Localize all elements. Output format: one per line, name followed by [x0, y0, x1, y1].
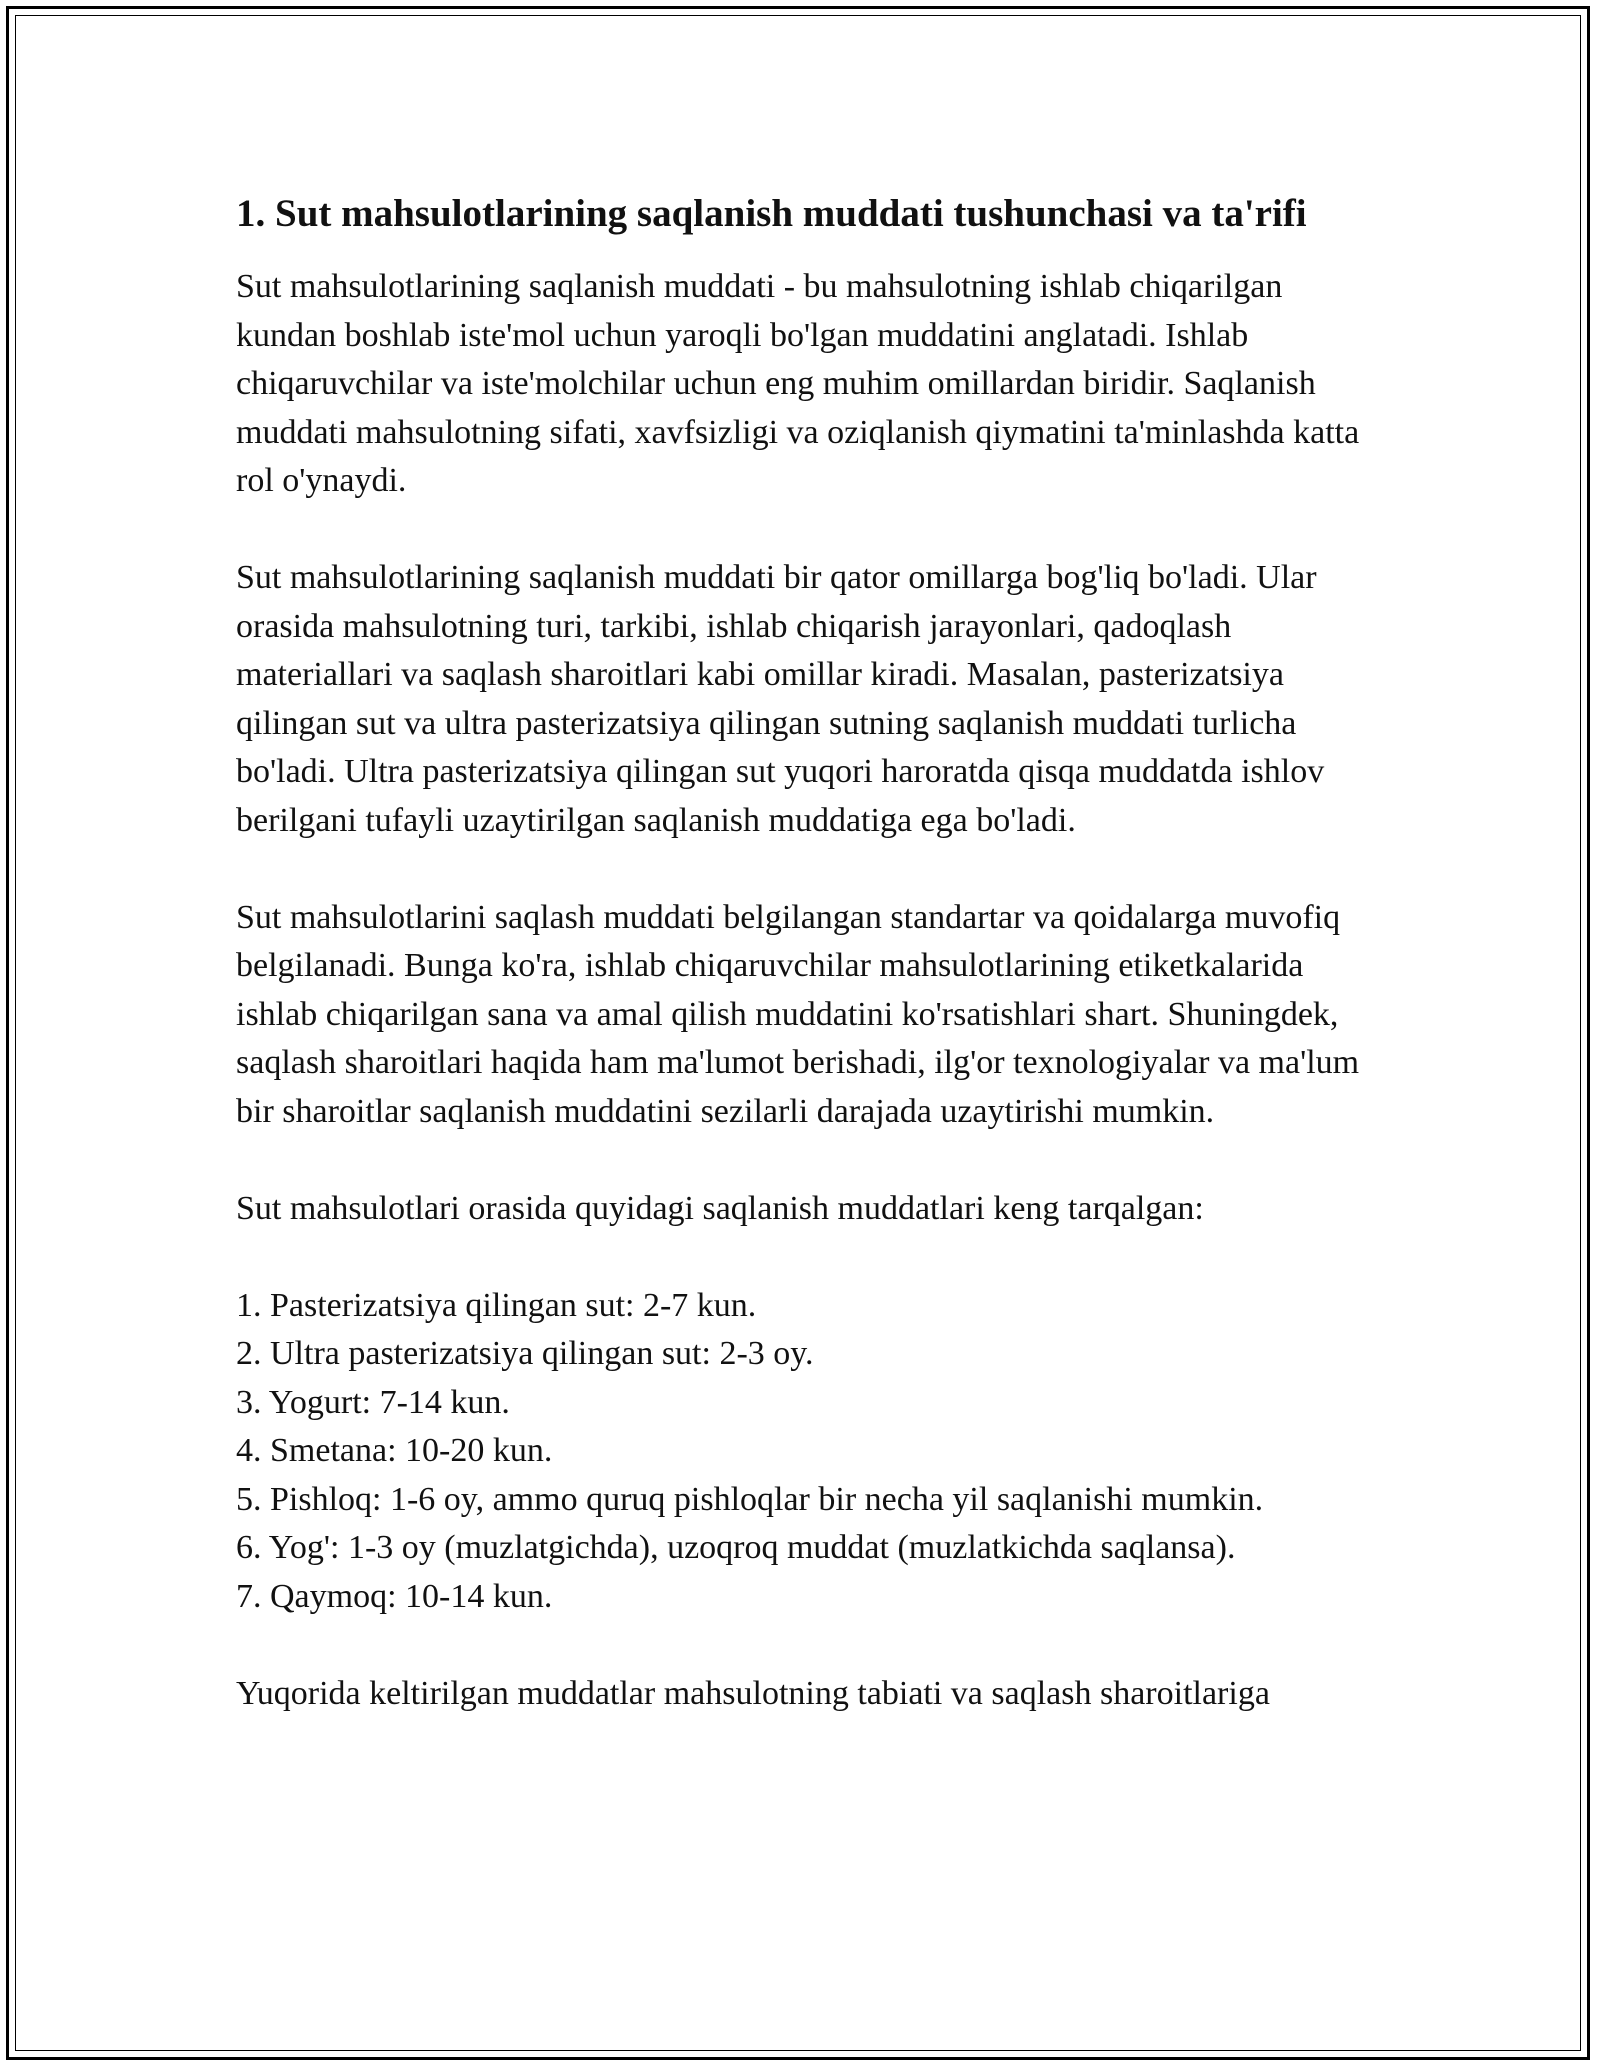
section-heading: 1. Sut mahsulotlarining saqlanish muddati tushunchasi va ta'rifi — [236, 192, 1307, 235]
list-item: 5. Pishloq: 1-6 oy, ammo quruq pishloqlar bir necha yil saqlanishi mumkin. — [236, 1480, 1264, 1518]
list-item: 3. Yogurt: 7-14 kun. — [236, 1383, 510, 1421]
list-item: 6. Yog': 1-3 oy (muzlatgichda), uzoqroq muddat (muzlatkichda saqlansa). — [236, 1529, 1236, 1566]
document-body — [236, 186, 1376, 1767]
paragraph-closing: Yuqorida keltirilgan muddatlar mahsulotning tabiati va saqlash sharoitlariga — [236, 1674, 1270, 1712]
paragraph-definition: Sut mahsulotlarining saqlanish muddati - bu mahsulotning ishlab chiqarilgan kundan boshlab iste'mol uchun yaroqli bo'lgan muddatini anglatadi. Ishlab chiqaruvchilar va iste'molchilar uchun eng muhim omillardan biridir. Saqlanish muddati mahsulotning sifati, xavfsizligi va oziqlanish qiymatini ta'minlashda katta rol o'ynaydi. — [236, 268, 1360, 499]
list-item: 1. Pasterizatsiya qilingan sut: 2-7 kun. — [236, 1286, 757, 1324]
paragraph-standards: Sut mahsulotlarini saqlash muddati belgilangan standartar va qoidalarga muvofiq belgilanadi. Bunga ko'ra, ishlab chiqaruvchilar mahsulotlarining etiketkalarida ishlab chiqarilgan sana va amal qilish muddatini ko'rsatishlari shart. Shuningdek, saqlash sharoitlari haqida ham ma'lumot berishadi, ilg'or texnologiyalar va ma'lum bir sharoitlar saqlanish muddatini sezilarli darajada uzaytirishi mumkin. — [236, 898, 1360, 1130]
shelf-life-list — [236, 1282, 1376, 1622]
list-item: 7. Qaymoq: 10-14 kun. — [236, 1577, 553, 1615]
paragraph-list-intro: Sut mahsulotlari orasida quyidagi saqlanish muddatlari keng tarqalgan: — [236, 1189, 1204, 1227]
list-item: 2. Ultra pasterizatsiya qilingan sut: 2-3 oy. — [236, 1335, 814, 1372]
list-item: 4. Smetana: 10-20 kun. — [236, 1432, 553, 1469]
paragraph-factors: Sut mahsulotlarining saqlanish muddati bir qator omillarga bog'liq bo'ladi. Ular orasida mahsulotning turi, tarkibi, ishlab chiqarish jarayonlari, qadoqlash materiallari va saqlash sharoitlari kabi omillar kiradi. Masalan, pasterizatsiya qilingan sut va ultra pasterizatsiya qilingan sutning saqlanish muddati turlicha bo'ladi. Ultra pasterizatsiya qilingan sut yuqori haroratda qisqa muddatda ishlov berilgani tufayli uzaytirilgan saqlanish muddatiga ega bo'ladi. — [236, 559, 1325, 839]
